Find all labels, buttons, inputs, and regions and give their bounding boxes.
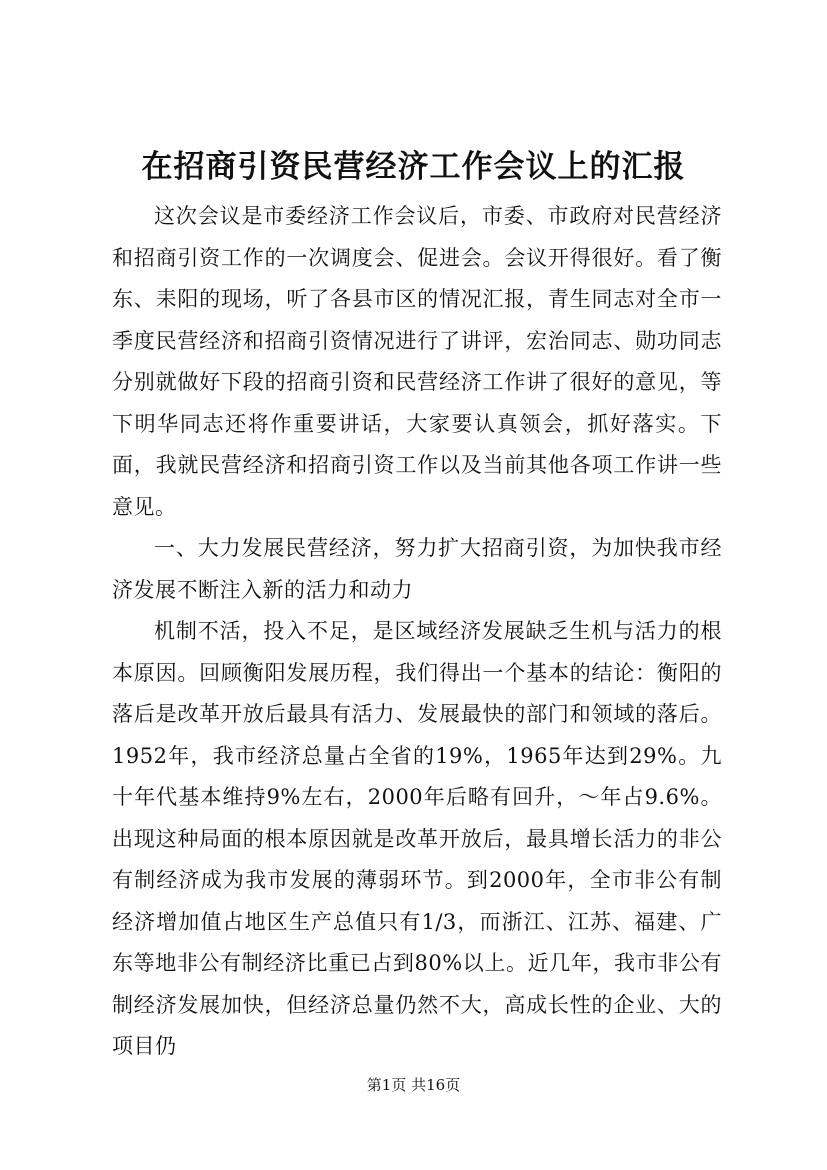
body-paragraph: 机制不活，投入不足，是区域经济发展缺乏生机与活力的根本原因。回顾衡阳发展历程，我们得出一个基本的结论：衡阳的落后是改革开放后最具有活力、发展最快的部门和领域的落后。1952年，我市经济总量占全省的19%，1965年达到29%。九十年代基本维持9%左右，2000年后略有回升，～年占9.6%。出现这种局面的根本原因就是改革开放后，最具增长活力的非公有制经济成为我市发展的薄弱环节。到2000年，全市非公有制经济增加值占地区生产总值只有1/3，而浙江、江苏、福建、广东等地非公有制经济比重已占到80%以上。近几年，我市非公有制经济发展加快，但经济总量仍然不大，高成长性的企业、大的项目仍 <box>112 619 722 1058</box>
section-heading: 一、大力发展民营经济，努力扩大招商引资，为加快我市经济发展不断注入新的活力和动力 <box>112 536 722 602</box>
document-body <box>112 196 722 1068</box>
intro-paragraph: 这次会议是市委经济工作会议后，市委、市政府对民营经济和招商引资工作的一次调度会、促进会。会议开得很好。看了衡东、耒阳的现场，听了各县市区的情况汇报，青生同志对全市一季度民营经济和招商引资情况进行了讲评，宏治同志、勋功同志分别就做好下段的招商引资和民营经济工作讲了很好的意见，等下明华同志还将作重要讲话，大家要认真领会，抓好落实。下面，我就民营经济和招商引资工作以及当前其他各项工作讲一些意见。 <box>112 204 722 519</box>
document-title: 在招商引资民营经济工作会议上的汇报 <box>141 149 686 185</box>
page-number-footer: 第1页 共16页 <box>366 1076 461 1094</box>
